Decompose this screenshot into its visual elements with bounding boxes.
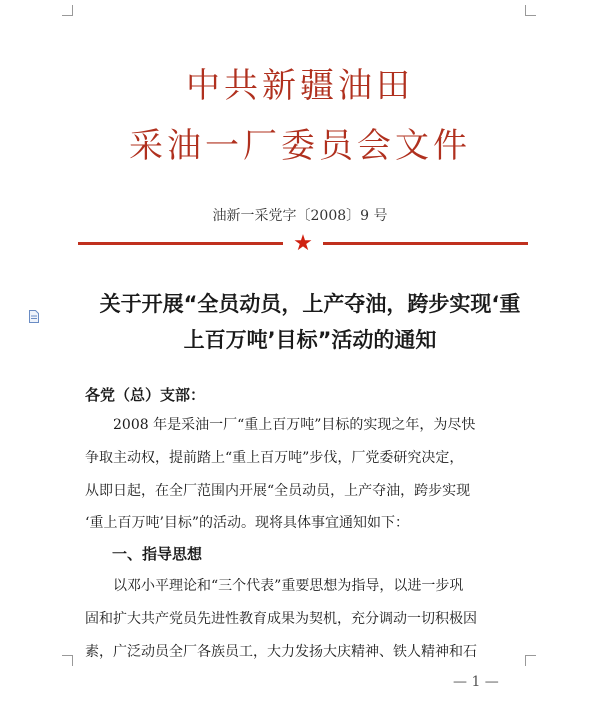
star-icon: ★ (293, 231, 313, 256)
paragraph-line: ‘重上百万吨’目标”的活动。现将具体事宜通知如下： (85, 515, 410, 531)
page-corner-mark-bottom-right (525, 655, 536, 666)
divider-line-left (78, 242, 283, 245)
paragraph-line: 固和扩大共产党员先进性教育成果为契机，充分调动一切积极因 (85, 611, 477, 627)
paragraph-line: 争取主动权，提前踏上“重上百万吨”步伐，厂党委研究决定， (85, 450, 464, 466)
section-heading: 一、指导思想 (112, 545, 203, 563)
paragraph-line: 以邓小平理论和“三个代表”重要思想为指导，以进一步巩 (113, 578, 464, 594)
red-divider (78, 233, 528, 255)
document-icon[interactable] (29, 308, 39, 321)
page-corner-mark-bottom-left (62, 655, 73, 666)
header-title-line2: 采油一厂委员会文件 (129, 126, 471, 166)
paragraph-line: 从即日起，在全厂范围内开展“全员动员，上产夺油，跨步实现 (85, 483, 471, 499)
paragraph-line: 2008 年是采油一厂“重上百万吨”目标的实现之年，为尽快 (113, 417, 476, 433)
notice-title-line2: 上百万吨’目标”活动的通知 (183, 328, 437, 352)
page-corner-mark-top-left (62, 5, 73, 16)
document-number: 油新一采党字〔2008〕9 号 (212, 208, 388, 224)
salutation: 各党（总）支部： (85, 386, 206, 404)
paragraph-line: 素，广泛动员全厂各族员工，大力发扬大庆精神、铁人精神和石 (85, 644, 477, 660)
page-number: — 1 — (453, 674, 499, 690)
notice-title-line1: 关于开展“全员动员，上产夺油，跨步实现‘重 (99, 292, 521, 316)
divider-line-right (323, 242, 528, 245)
header-title-line1: 中共新疆油田 (186, 66, 414, 106)
page-corner-mark-top-right (525, 5, 536, 16)
